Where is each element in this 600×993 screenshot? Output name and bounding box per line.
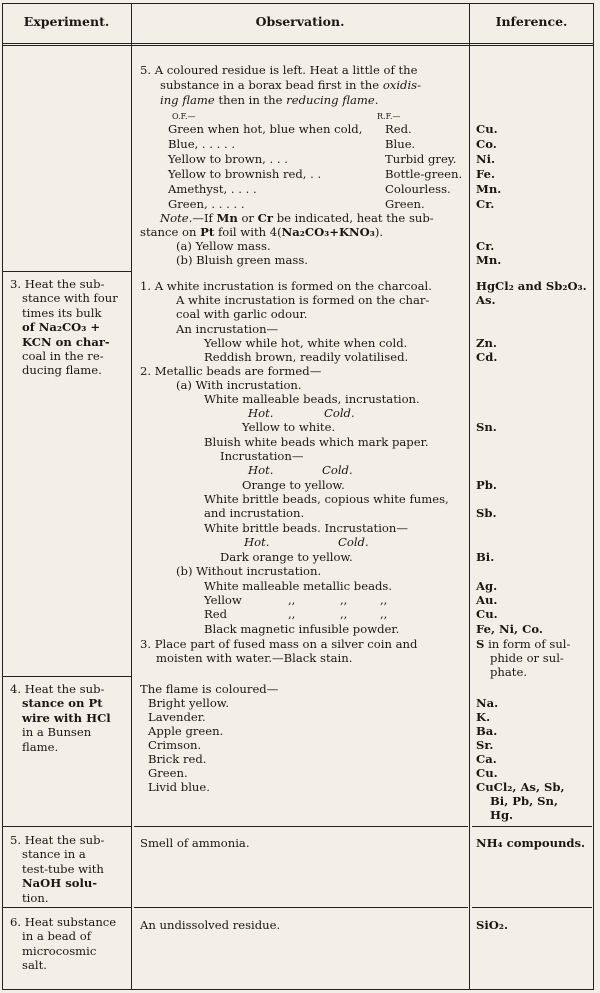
inference-value: Ca. xyxy=(476,752,497,766)
inference-value: Mn. xyxy=(476,182,502,196)
obs-line: Crimson. xyxy=(148,738,202,752)
obs-line: An undissolved residue. xyxy=(140,918,281,932)
inference-value: Hg. xyxy=(490,808,514,822)
inference-value: S in form of sul- xyxy=(476,637,571,651)
ditto-mark: ,, xyxy=(288,593,296,607)
rf-colour: Red. xyxy=(385,122,412,136)
inference-value: Bi, Pb, Sn, xyxy=(490,794,559,808)
ditto-mark: ,, xyxy=(340,593,348,607)
of-colour: Green when hot, blue when cold, xyxy=(168,122,363,136)
obs-line: 1. A white incrustation is formed on the charcoal. xyxy=(140,279,432,293)
experiment-5: 5. Heat the sub- stance in a test-tube with NaOH solu- tion. xyxy=(10,833,105,905)
inference-value: Zn. xyxy=(476,336,497,350)
hot-label: Hot. xyxy=(248,406,274,420)
ditto-mark: ,, xyxy=(380,607,388,621)
inference-value: Cu. xyxy=(476,122,498,136)
note-a: (a) Yellow mass. xyxy=(176,239,271,253)
of-colour: Amethyst, . . . . xyxy=(168,182,257,196)
rf-colour: Blue. xyxy=(385,137,416,151)
obs-line: A white incrustation is formed on the char- xyxy=(176,293,430,307)
obs-line: coal with garlic odour. xyxy=(176,307,308,321)
row-rule-4 xyxy=(2,676,131,677)
header-rule xyxy=(2,43,594,44)
obs-line: Red xyxy=(204,607,228,621)
inference-value: Ba. xyxy=(476,724,498,738)
inference-value: Fe, Ni, Co. xyxy=(476,622,543,636)
inference-value: Cd. xyxy=(476,350,498,364)
obs-line: Livid blue. xyxy=(148,780,210,794)
inference-value: Bi. xyxy=(476,550,495,564)
experiment-4: 4. Heat the sub- stance on Pt wire with HCl in a Bunsen flame. xyxy=(10,682,111,754)
experiment-6: 6. Heat substance in a bead of microcosmic salt. xyxy=(10,915,117,973)
row-rule-6 xyxy=(2,907,131,908)
experiment-3: 3. Heat the sub- stance with four times its bulk of Na₂CO₃ + KCN on char- coal in the re- ducing flame. xyxy=(10,277,118,378)
column-divider-2 xyxy=(469,3,470,990)
inference-value: phide or sul- xyxy=(490,651,564,665)
obs-line: An incrustation— xyxy=(176,322,279,336)
obs-line: Yellow xyxy=(204,593,242,607)
inference-value: Co. xyxy=(476,137,497,151)
hot-label: Hot. xyxy=(244,535,270,549)
obs-line: The flame is coloured— xyxy=(140,682,279,696)
header-experiment: Experiment. xyxy=(23,14,110,29)
inference-value: CuCl₂, As, Sb, xyxy=(476,780,565,794)
row-rule-6-obs xyxy=(134,907,468,908)
obs-line: (b) Without incrustation. xyxy=(176,564,322,578)
obs-line: Orange to yellow. xyxy=(242,478,345,492)
inference-value: Mn. xyxy=(476,253,502,267)
of-colour: Blue, . . . . . xyxy=(168,137,236,151)
inference-value: Cr. xyxy=(476,197,495,211)
inference-value: Cr. xyxy=(476,239,495,253)
inference-value: Cu. xyxy=(476,607,498,621)
obs-line: Bright yellow. xyxy=(148,696,230,710)
obs-line: White malleable metallic beads. xyxy=(204,579,393,593)
inference-value: Sn. xyxy=(476,420,497,434)
of-colour: Yellow to brownish red, . . xyxy=(168,167,322,181)
ditto-mark: ,, xyxy=(380,593,388,607)
obs-line: Lavender. xyxy=(148,710,206,724)
hot-label: Hot. xyxy=(248,463,274,477)
rf-colour: Turbid grey. xyxy=(385,152,457,166)
obs-line: Black magnetic infusible powder. xyxy=(204,622,400,636)
row-rule-5-obs xyxy=(134,826,468,827)
note-line: stance on Pt foil with 4(Na₂CO₃+KNO₃). xyxy=(140,225,384,239)
inference-value: Sr. xyxy=(476,738,494,752)
obs-line: Incrustation— xyxy=(220,449,304,463)
obs-line: White brittle beads. Incrustation— xyxy=(204,521,408,535)
inference-value: Au. xyxy=(476,593,498,607)
cold-label: Cold. xyxy=(324,406,355,420)
note-line: Note.—If Mn or Cr be indicated, heat the sub- xyxy=(160,211,434,225)
header-observation: Observation. xyxy=(255,14,345,29)
header-inference: Inference. xyxy=(495,14,568,29)
inference-value: As. xyxy=(476,293,496,307)
obs-line: White brittle beads, copious white fumes, xyxy=(204,492,449,506)
obs-line: Brick red. xyxy=(148,752,207,766)
inference-value: Ni. xyxy=(476,152,496,166)
obs-line: moisten with water.—Black stain. xyxy=(156,651,353,665)
of-colour: Yellow to brown, . . . xyxy=(168,152,288,166)
rf-colour: Bottle-green. xyxy=(385,167,463,181)
obs-line: Dark orange to yellow. xyxy=(220,550,353,564)
obs-line: Apple green. xyxy=(148,724,224,738)
rf-label: R.F.— xyxy=(377,112,401,121)
obs-line: Yellow while hot, white when cold. xyxy=(204,336,408,350)
inference-value: Pb. xyxy=(476,478,497,492)
column-divider-1 xyxy=(131,3,132,990)
obs-line: 3. Place part of fused mass on a silver coin and xyxy=(140,637,418,651)
obs-line: (a) With incrustation. xyxy=(176,378,302,392)
obs-line: Yellow to white. xyxy=(242,420,336,434)
inference-value: Fe. xyxy=(476,167,496,181)
inference-value: K. xyxy=(476,710,491,724)
row-rule-3 xyxy=(2,271,131,272)
obs-line: White malleable beads, incrustation. xyxy=(204,392,420,406)
obs-line: ing flame then in the reducing flame. xyxy=(160,93,379,107)
inference-value: phate. xyxy=(490,665,528,679)
of-colour: Green, . . . . . xyxy=(168,197,245,211)
header-rule-double xyxy=(2,45,594,46)
inference-value: Cu. xyxy=(476,766,498,780)
ditto-mark: ,, xyxy=(340,607,348,621)
obs-line: Reddish brown, readily volatilised. xyxy=(204,350,409,364)
note-b: (b) Bluish green mass. xyxy=(176,253,308,267)
obs-line: 2. Metallic beads are formed— xyxy=(140,364,322,378)
row-rule-5-inf xyxy=(472,826,592,827)
inference-value: HgCl₂ and Sb₂O₃. xyxy=(476,279,587,293)
rf-colour: Colourless. xyxy=(385,182,451,196)
obs-line: and incrustation. xyxy=(204,506,305,520)
inference-value: Na. xyxy=(476,696,499,710)
obs-line: Green. xyxy=(148,766,188,780)
row-rule-6-inf xyxy=(472,907,592,908)
cold-label: Cold. xyxy=(322,463,353,477)
ditto-mark: ,, xyxy=(288,607,296,621)
inference-value: SiO₂. xyxy=(476,918,508,932)
obs-line: substance in a borax bead first in the oxidis- xyxy=(160,78,422,92)
obs-line: 5. A coloured residue is left. Heat a little of the xyxy=(140,63,418,77)
obs-line: Smell of ammonia. xyxy=(140,836,250,850)
cold-label: Cold. xyxy=(338,535,369,549)
inference-value: Ag. xyxy=(476,579,498,593)
row-rule-5 xyxy=(2,826,131,827)
inference-value: NH₄ compounds. xyxy=(476,836,586,850)
rf-colour: Green. xyxy=(385,197,425,211)
of-label: O.F.— xyxy=(172,112,196,121)
inference-value: Sb. xyxy=(476,506,497,520)
obs-line: Bluish white beads which mark paper. xyxy=(204,435,429,449)
